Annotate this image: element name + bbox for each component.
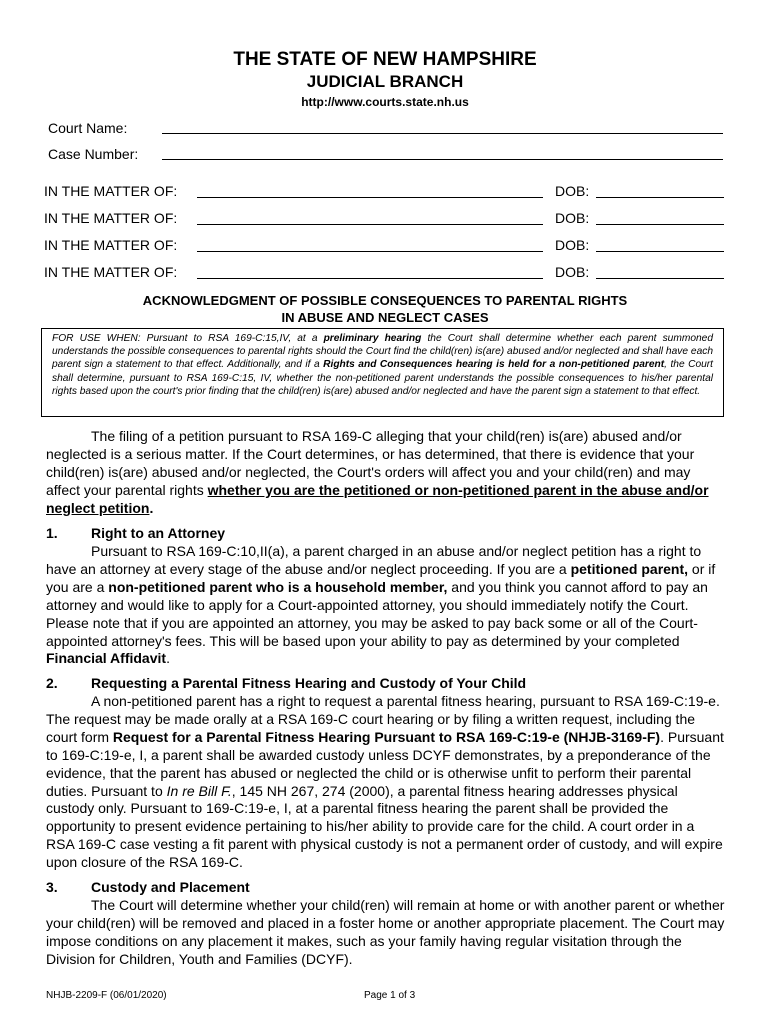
- instruction-box: [41, 328, 724, 417]
- box-bold-1: preliminary hearing: [323, 333, 422, 344]
- section-1-bold-3: Financial Affidavit: [46, 650, 167, 667]
- box-bold-2: Rights and Consequences hearing is held for a non-petitioned parent: [323, 359, 665, 371]
- section-3: [46, 879, 726, 969]
- section-1-text-1: Pursuant to RSA 169-C:10,II(a), a parent charged in an abuse and/or neglect petition has a right to have an attorney at every stage of the abuse and/or neglect proceeding. If you are a: [46, 543, 702, 577]
- section-1-number: 1.: [46, 525, 58, 541]
- ack-title-line2: IN ABUSE AND NEGLECT CASES: [281, 310, 489, 325]
- matter-name-field-2[interactable]: [197, 224, 543, 225]
- matter-name-field-1[interactable]: [197, 197, 543, 198]
- dob-field-3[interactable]: [596, 251, 724, 252]
- section-2: [46, 675, 726, 872]
- section-1-bold-2: non-petitioned parent who is a household member,: [108, 578, 448, 595]
- section-2-text-3: , 145 NH 267, 274 (2000), a parental fitness hearing addresses physical custody only. Pursuant to 169-C:19-e, I, at a parental fitness hearing the parent shall be provided the opportunity to present evidence pertaining to his/her ability to provide care for the child. A court order in a RSA 169-C case vesting a fit parent with physical custody is not a permanent order of custody, and will expire upon closure of the RSA 169-C.: [46, 782, 723, 871]
- section-2-body: [46, 693, 726, 872]
- section-1-text-2: or if you are a: [46, 560, 716, 595]
- court-url: http://www.courts.state.nh.us: [301, 95, 469, 109]
- intro-paragraph: [46, 428, 726, 518]
- section-3-text-1: The Court will determine whether your child(ren) will remain at home or with another parent or whether your child(ren) will be removed and placed in a foster home or another appropriate placement. The Court may impose conditions on any placement it makes, such as your family having regular visitation through the Division for Children, Youth and Families (DCYF).: [46, 897, 725, 967]
- section-1-bold-1: petitioned parent,: [570, 560, 689, 577]
- matter-name-field-3[interactable]: [197, 251, 543, 252]
- page-number: Page 1 of 3: [364, 990, 416, 1001]
- section-2-heading: [46, 675, 726, 693]
- dob-field-1[interactable]: [596, 197, 724, 198]
- case-number-label: Case Number:: [48, 146, 139, 162]
- matter-label-1: IN THE MATTER OF:: [44, 183, 178, 199]
- dob-field-4[interactable]: [596, 278, 724, 279]
- intro-text-1: The filing of a petition pursuant to RSA 169-C alleging that your child(ren) is(are) abused and/or neglected is a serious matter. If the Court determines, or has determined, that there is evidence that your child(ren) is(are) abused and/or neglected, the Court's orders will affect you and your child(ren) and may affect your parental rights: [46, 428, 695, 498]
- section-3-body: [46, 897, 726, 969]
- dob-field-2[interactable]: [596, 224, 724, 225]
- dob-label-4: DOB:: [555, 264, 590, 280]
- matter-name-field-4[interactable]: [197, 278, 543, 279]
- intro-text-2: .: [149, 499, 154, 516]
- dob-label-2: DOB:: [555, 210, 590, 226]
- box-text-2: the Court shall determine whether each parent summoned understands the possible consequences to parental rights should the Court find the child(ren) is(are) abused and/or neglected and shall have each parent sign a statement to that effect. Additionally, and if a: [52, 333, 713, 371]
- form-id: NHJB-2209-F (06/01/2020): [46, 990, 167, 1001]
- case-number-field[interactable]: [162, 159, 723, 160]
- matter-label-2: IN THE MATTER OF:: [44, 210, 178, 226]
- section-1-text-4: .: [166, 650, 170, 667]
- box-text-1: FOR USE WHEN: Pursuant to RSA 169-C:15,IV, at a: [52, 333, 324, 344]
- ack-title-line1: ACKNOWLEDGMENT OF POSSIBLE CONSEQUENCES TO PARENTAL RIGHTS: [142, 293, 628, 308]
- section-1-body: [46, 543, 726, 668]
- court-name-field[interactable]: [162, 133, 723, 134]
- section-3-title: Custody and Placement: [91, 879, 250, 895]
- section-1-text-3: and you think you cannot afford to pay an attorney and would like to apply for a Court-appointed attorney, you should immediately notify the Court. Please note that if you are appointed an attorney, you may be asked to pay back some or all of the Court-appointed attorney's fees. This will be based upon your ability to pay as determined by your completed: [46, 578, 708, 649]
- section-2-case-citation: In re Bill F.: [166, 782, 232, 799]
- section-2-bold-1: Request for a Parental Fitness Hearing Pursuant to RSA 169-C:19-e (NHJB-3169-F): [112, 728, 661, 745]
- dob-label-1: DOB:: [555, 183, 590, 199]
- intro-underlined: whether you are the petitioned or non-petitioned parent in the abuse and/or neglect petition: [46, 481, 709, 516]
- section-3-number: 3.: [46, 879, 58, 895]
- section-2-number: 2.: [46, 675, 58, 691]
- section-1-heading: [46, 525, 726, 543]
- box-text-3: , the Court shall determine, pursuant to RSA 169-C:15, IV, whether the non-petitioned parent understands the possible consequences to his/her parental rights based upon the court's prior finding that the child(ren) is(are) abused and/or neglected and have the parent sign a statement to that effect.: [52, 359, 714, 397]
- section-2-text-1: A non-petitioned parent has a right to request a parental fitness hearing, pursuant to RSA 169-C:19-e. The request may be made orally at a RSA 169-C court hearing or by filing a written request, including the court form: [46, 693, 720, 745]
- section-1: [46, 525, 726, 668]
- dob-label-3: DOB:: [555, 237, 590, 253]
- section-2-text-2: . Pursuant to 169-C:19-e, I, a parent shall be awarded custody unless DCYF demonstrates, by a preponderance of the evidence, that the parent has abused or neglected the child or is otherwise unfit to perform their parental duties. Pursuant to: [46, 728, 724, 799]
- court-name-label: Court Name:: [48, 120, 128, 136]
- state-title: THE STATE OF NEW HAMPSHIRE: [233, 49, 537, 70]
- section-2-title: Requesting a Parental Fitness Hearing and Custody of Your Child: [91, 675, 527, 691]
- branch-title: JUDICIAL BRANCH: [306, 72, 464, 91]
- section-3-heading: [46, 879, 726, 897]
- matter-label-4: IN THE MATTER OF:: [44, 264, 178, 280]
- section-1-title: Right to an Attorney: [91, 525, 226, 541]
- matter-label-3: IN THE MATTER OF:: [44, 237, 178, 253]
